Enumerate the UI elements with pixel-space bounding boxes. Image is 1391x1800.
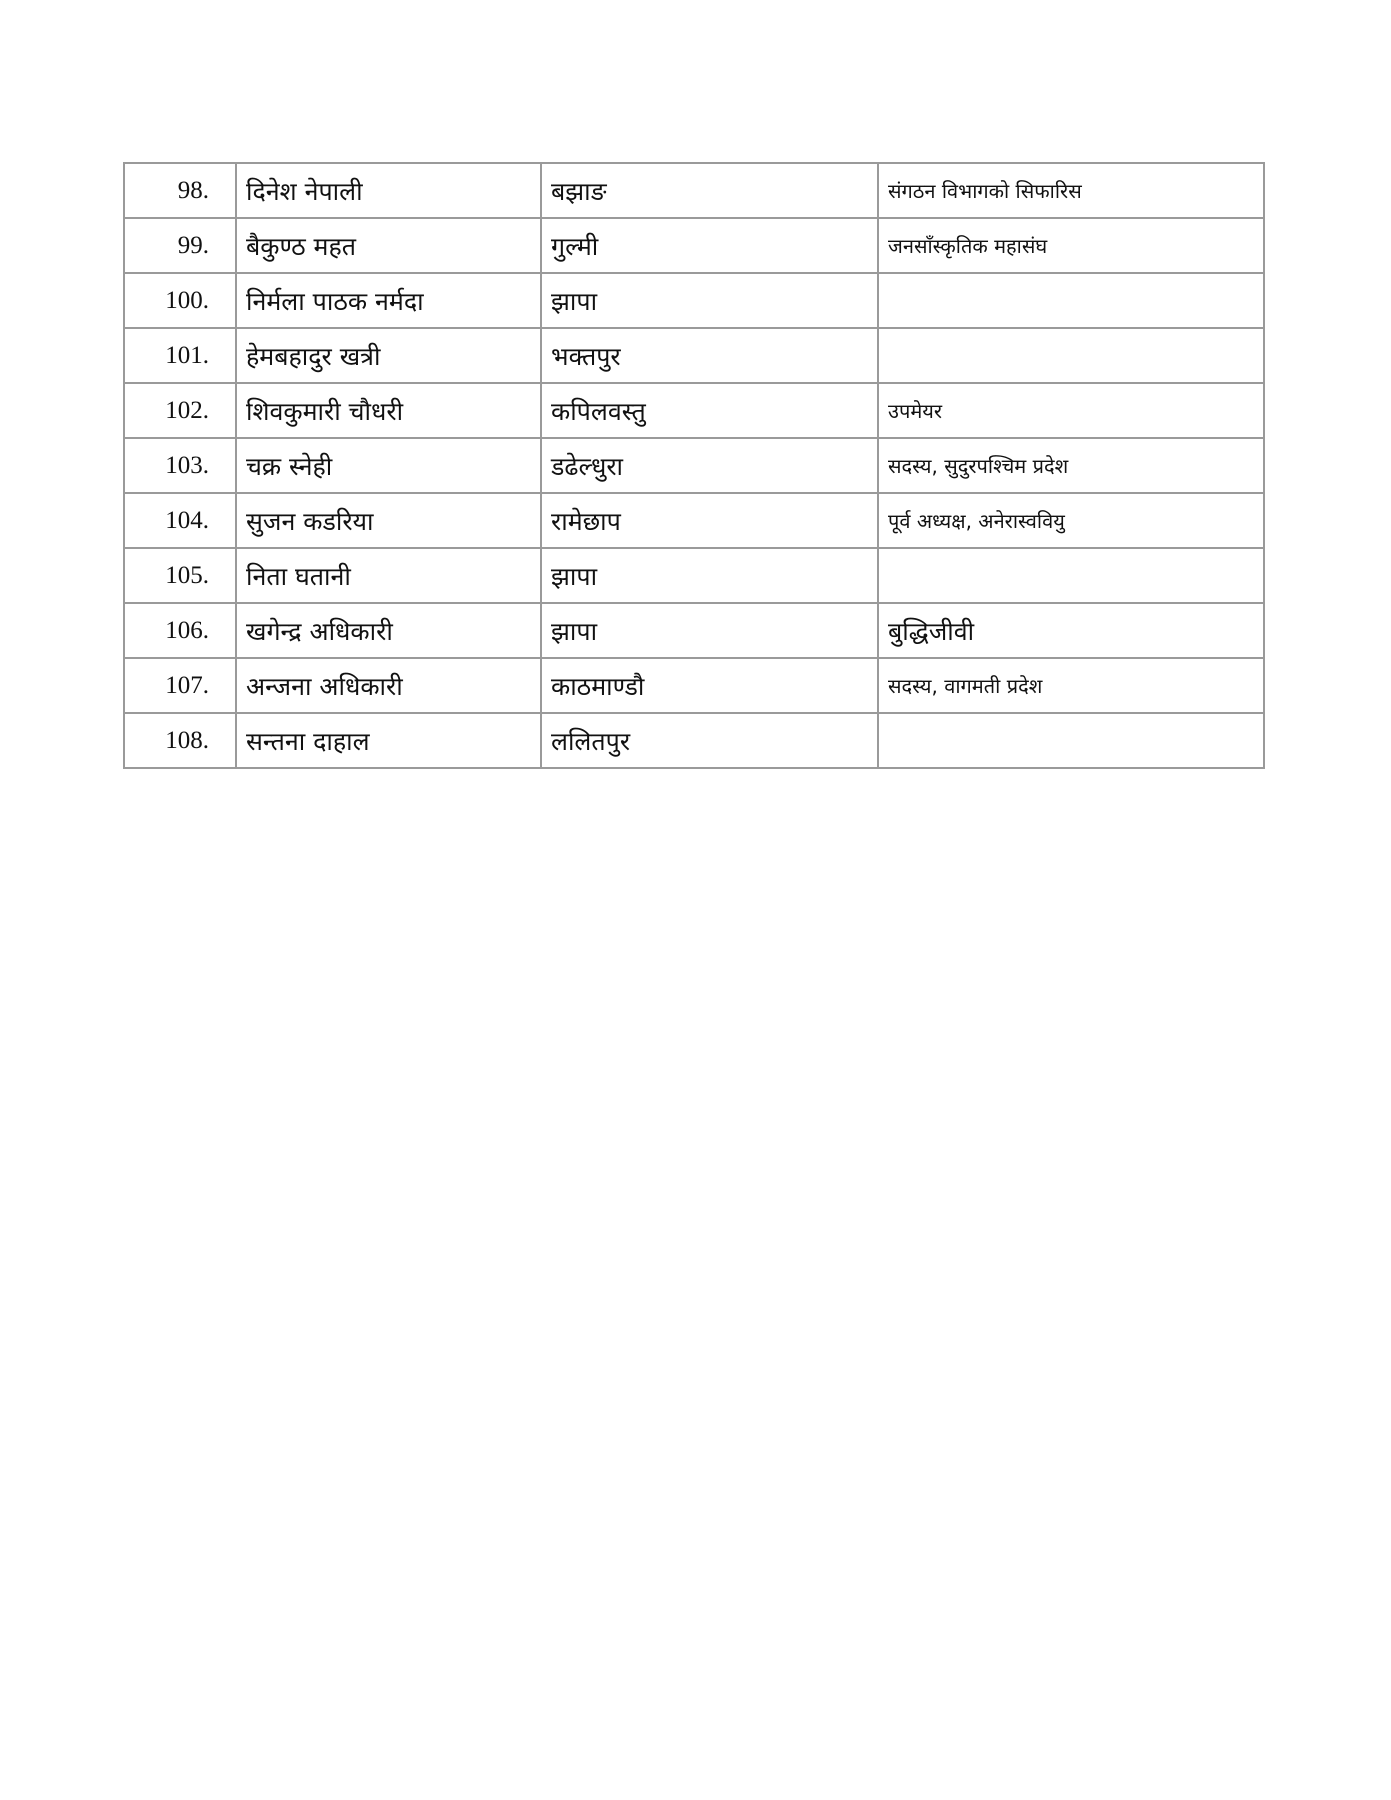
serial-number: 104. <box>124 493 236 548</box>
table-row <box>124 383 1264 438</box>
remark: उपमेयर <box>878 383 1264 438</box>
remark: जनसाँस्कृतिक महासंघ <box>878 218 1264 273</box>
table-row <box>124 438 1264 493</box>
remark: सदस्य, सुदुरपश्चिम प्रदेश <box>878 438 1264 493</box>
district: काठमाण्डौ <box>541 658 878 713</box>
member-name: खगेन्द्र अधिकारी <box>236 603 541 658</box>
member-name: हेमबहादुर खत्री <box>236 328 541 383</box>
serial-number: 101. <box>124 328 236 383</box>
remark: सदस्य, वागमती प्रदेश <box>878 658 1264 713</box>
district: कपिलवस्तु <box>541 383 878 438</box>
table-row <box>124 218 1264 273</box>
serial-number: 102. <box>124 383 236 438</box>
remark <box>878 713 1264 768</box>
member-name: शिवकुमारी चौधरी <box>236 383 541 438</box>
member-name: चक्र स्नेही <box>236 438 541 493</box>
member-name: सन्तना दाहाल <box>236 713 541 768</box>
district: झापा <box>541 273 878 328</box>
district: ललितपुर <box>541 713 878 768</box>
serial-number: 98. <box>124 163 236 218</box>
member-name: अन्जना अधिकारी <box>236 658 541 713</box>
table-row <box>124 493 1264 548</box>
table-row <box>124 163 1264 218</box>
table-row <box>124 548 1264 603</box>
remark: पूर्व अध्यक्ष, अनेरास्ववियु <box>878 493 1264 548</box>
remark <box>878 328 1264 383</box>
district: रामेछाप <box>541 493 878 548</box>
serial-number: 99. <box>124 218 236 273</box>
table-row <box>124 603 1264 658</box>
member-name: सुजन कडरिया <box>236 493 541 548</box>
table-row <box>124 658 1264 713</box>
serial-number: 103. <box>124 438 236 493</box>
district: भक्तपुर <box>541 328 878 383</box>
serial-number: 107. <box>124 658 236 713</box>
member-name: दिनेश नेपाली <box>236 163 541 218</box>
member-name: निता घतानी <box>236 548 541 603</box>
district: झापा <box>541 548 878 603</box>
member-table <box>123 162 1265 769</box>
table-row <box>124 713 1264 768</box>
member-name: बैकुण्ठ महत <box>236 218 541 273</box>
remark: बुद्धिजीवी <box>878 603 1264 658</box>
remark <box>878 548 1264 603</box>
district: झापा <box>541 603 878 658</box>
district: बझाङ <box>541 163 878 218</box>
district: डढेल्धुरा <box>541 438 878 493</box>
serial-number: 106. <box>124 603 236 658</box>
table-row <box>124 328 1264 383</box>
table-row <box>124 273 1264 328</box>
serial-number: 105. <box>124 548 236 603</box>
district: गुल्मी <box>541 218 878 273</box>
serial-number: 108. <box>124 713 236 768</box>
serial-number: 100. <box>124 273 236 328</box>
remark <box>878 273 1264 328</box>
member-name: निर्मला पाठक नर्मदा <box>236 273 541 328</box>
remark: संगठन विभागको सिफारिस <box>878 163 1264 218</box>
